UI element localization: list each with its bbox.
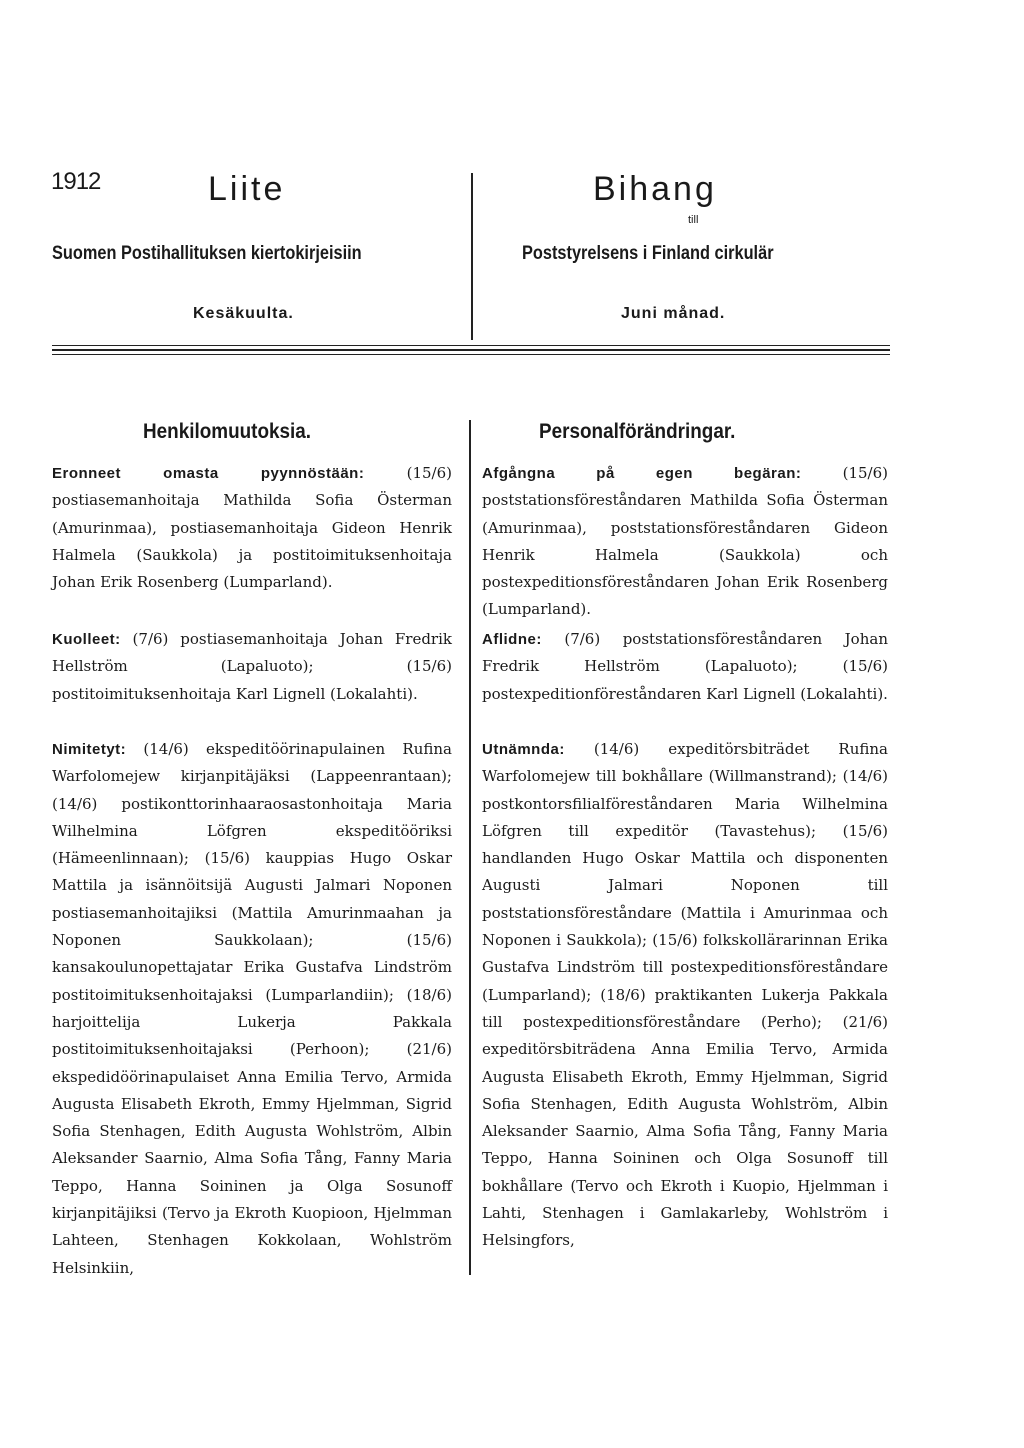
finnish-title: Liite — [208, 170, 286, 208]
header-rule-middle — [52, 349, 890, 351]
finnish-section-heading: Henkilomuutoksia. — [143, 420, 312, 443]
swedish-resigned-paragraph — [482, 460, 888, 624]
header-rule-top — [52, 345, 890, 346]
finnish-resigned-paragraph — [52, 460, 452, 596]
finnish-appointed-label: Nimitetyt: — [52, 741, 127, 758]
finnish-resigned-text: (15/6) postiasemanhoitaja Mathilda Sofia Österman (Amurinmaa), postiasemanhoitaja Gideon Henrik Halmela (Saukkola) ja postitoimituksenhoitaja Johan Erik Rosenberg (Lumparland). — [52, 464, 452, 592]
swedish-deceased-text: (7/6) poststationsföreståndaren Johan Fredrik Hellström (Lapaluoto); (15/6) postexpeditionföreståndaren Karl Lignell (Lokalahti). — [482, 630, 888, 703]
finnish-resigned-label: Eronneet omasta pyynnöstään: — [52, 465, 365, 482]
finnish-deceased-paragraph — [52, 626, 452, 708]
swedish-appointed-text: (14/6) expeditörsbiträdet Rufina Warfolomejew till bokhållare (Willmanstrand); (14/6) postkontorsfilialföreståndaren Maria Wilhelmina Löfgren till expeditör (Tavastehus); (15/6) handlanden Hugo Oskar Mattila och disponenten Augusti Jalmari Noponen till poststationsföreståndare (Mattila i Amurinmaa och Noponen i Saukkola); (15/6) folkskollärarinnan Erika Gustafva Lindström till postexpeditionsföreståndare (Lumparland); (18/6) praktikanten Lukerja Pakkala till postexpeditionsföreståndare (Perho); (21/6) expeditörsbiträdena Anna Emilia Tervo, Armida Augusta Elisabeth Ekroth, Emmy Hjelmman, Sigrid Sofia Stenhagen, Edith Augusta Wohlström, Albin Aleksander Saarnio, Alma Sofia Tång, Fanny Maria Teppo, Hanna Soininen och Olga Sosunoff till bokhållare (Tervo och Ekroth i Kuopio, Hjelmman i Lahti, Stenhagen i Gamlakarleby, Wohlström i Helsingfors, — [482, 740, 888, 1250]
swedish-resigned-label: Afgångna på egen begäran: — [482, 465, 802, 482]
swedish-title: Bihang — [593, 170, 717, 208]
swedish-deceased-label: Aflidne: — [482, 631, 542, 648]
finnish-appointed-text: (14/6) ekspeditöörinapulainen Rufina Warfolomejew kirjanpitäjäksi (Lappeenrantaan); (14/6) postikonttorinhaaraosastonhoitaja Maria Wilhelmina Löfgren ekspeditööriksi (Hämeenlinnaan); (15/6) kauppias Hugo Oskar Mattila ja isännöitsijä Augusti Jalmari Noponen postiasemanhoitajiksi (Mattila Amurinmaahan ja Noponen Saukkolaan); (15/6) kansakoulunopettajatar Erika Gustafva Lindström postitoimituksenhoitajaksi (Lumparlandiin); (18/6) harjoittelija Lukerja Pakkala postitoimituksenhoitajaksi (Perhoon); (21/6) ekspedidöörinapulaiset Anna Emilia Tervo, Armida Augusta Elisabeth Ekroth, Emmy Hjelmman, Sigrid Sofia Stenhagen, Edith Augusta Wohlström, Albin Aleksander Saarnio, Alma Sofia Tång, Fanny Maria Teppo, Hanna Soininen ja Olga Sosunoff kirjanpitäjiksi (Tervo ja Ekroth Kuopioon, Hjelmman Lahteen, Stenhagen Kokkolaan, Wohlström Helsinkiin, — [52, 740, 452, 1277]
finnish-month: Kesäkuulta. — [193, 305, 294, 322]
swedish-appointed-label: Utnämnda: — [482, 741, 565, 758]
swedish-subtitle: Poststyrelsens i Finland cirkulär — [522, 243, 774, 264]
swedish-section-heading: Personalförändringar. — [539, 420, 736, 443]
finnish-appointed-paragraph — [52, 736, 452, 1282]
finnish-subtitle: Suomen Postihallituksen kiertokirjeisiin — [52, 243, 362, 264]
swedish-month: Juni månad. — [621, 305, 726, 322]
column-divider — [469, 420, 471, 1275]
swedish-resigned-text: (15/6) poststationsföreståndaren Mathilda Sofia Österman (Amurinmaa), poststationsföreståndaren Gideon Henrik Halmela (Saukkola) och postexpeditionsföreståndaren Johan Erik Rosenberg (Lumparland). — [482, 464, 888, 619]
finnish-deceased-label: Kuolleet: — [52, 631, 121, 648]
swedish-deceased-paragraph — [482, 626, 888, 708]
header-rule-bottom — [52, 354, 890, 355]
swedish-connector: till — [688, 214, 699, 226]
header-divider — [471, 173, 473, 340]
finnish-deceased-text: (7/6) postiasemanhoitaja Johan Fredrik Hellström (Lapaluoto); (15/6) postitoimituksenhoitaja Karl Lignell (Lokalahti). — [52, 630, 452, 703]
year-number: 1912 — [51, 168, 101, 195]
swedish-appointed-paragraph — [482, 736, 888, 1255]
